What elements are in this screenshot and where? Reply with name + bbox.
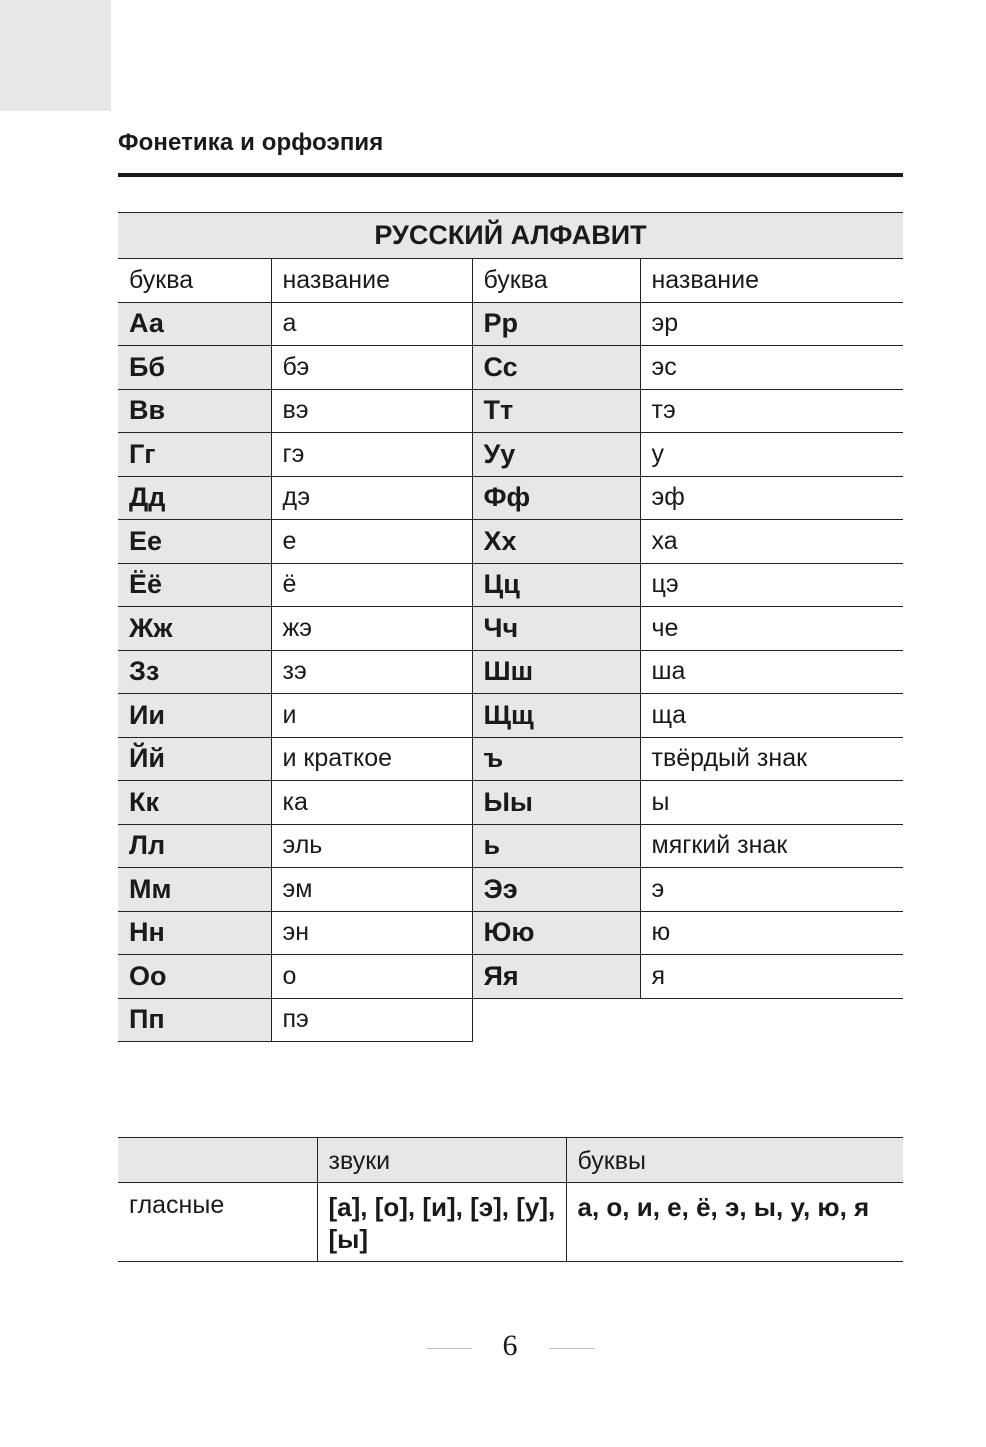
letter-name-cell: тэ [640, 389, 903, 433]
sounds-table [118, 1137, 903, 1262]
letter-cell: Пп [118, 998, 271, 1042]
letter-cell: Ээ [472, 868, 640, 912]
alphabet-row [118, 520, 903, 564]
alphabet-row [118, 389, 903, 433]
footer-rule-left [427, 1348, 472, 1349]
letter-cell: ъ [472, 737, 640, 781]
alphabet-row [118, 433, 903, 477]
letter-cell: Шш [472, 650, 640, 694]
letter-name-cell: ща [640, 694, 903, 738]
vowel-sounds: [а], [о], [и], [э], [у], [ы] [317, 1183, 566, 1262]
alphabet-rows [118, 302, 903, 1042]
letter-cell: Кк [118, 781, 271, 825]
letter-cell: Вв [118, 389, 271, 433]
empty-cell [640, 998, 903, 1042]
letter-cell: Юю [472, 911, 640, 955]
alphabet-row [118, 824, 903, 868]
letter-name-cell: эн [271, 911, 472, 955]
sounds-row-vowels [118, 1183, 903, 1262]
letter-cell: Уу [472, 433, 640, 477]
alphabet-row [118, 694, 903, 738]
letter-cell: Аа [118, 302, 271, 346]
letter-name-cell: ю [640, 911, 903, 955]
running-head: Фонетика и орфоэпия [118, 129, 384, 156]
letter-cell: Сс [472, 346, 640, 390]
letter-name-cell: и краткое [271, 737, 472, 781]
letter-cell: Цц [472, 563, 640, 607]
alphabet-row [118, 650, 903, 694]
letter-cell: Оо [118, 955, 271, 999]
corner-tab [0, 0, 111, 111]
empty-cell [472, 998, 640, 1042]
alphabet-row [118, 955, 903, 999]
column-header-letter: буква [118, 259, 271, 303]
alphabet-row [118, 911, 903, 955]
letter-name-cell: эм [271, 868, 472, 912]
letter-name-cell: твёрдый знак [640, 737, 903, 781]
letter-name-cell: е [271, 520, 472, 564]
letter-cell: Бб [118, 346, 271, 390]
letter-name-cell: ы [640, 781, 903, 825]
letter-cell: Ии [118, 694, 271, 738]
letter-name-cell: ха [640, 520, 903, 564]
sounds-header-row [118, 1138, 903, 1183]
letter-name-cell: жэ [271, 607, 472, 651]
header-rule [118, 173, 903, 177]
letter-name-cell: мягкий знак [640, 824, 903, 868]
column-header-letter: буква [472, 259, 640, 303]
alphabet-table [118, 212, 903, 1042]
alphabet-column-headers [118, 259, 903, 303]
letter-cell: Ыы [472, 781, 640, 825]
alphabet-row [118, 476, 903, 520]
letter-name-cell: бэ [271, 346, 472, 390]
letter-name-cell: эф [640, 476, 903, 520]
letter-name-cell: вэ [271, 389, 472, 433]
page-number: 6 [502, 1329, 518, 1362]
alphabet-title-row [118, 213, 903, 259]
letter-name-cell: эр [640, 302, 903, 346]
letter-name-cell: гэ [271, 433, 472, 477]
vowels-label: гласные [118, 1183, 317, 1262]
letter-name-cell: ка [271, 781, 472, 825]
vowel-letters: а, о, и, е, ё, э, ы, у, ю, я [566, 1183, 903, 1262]
alphabet-row [118, 737, 903, 781]
letter-cell: Ее [118, 520, 271, 564]
letter-cell: Ёё [118, 563, 271, 607]
sounds-header-sounds: звуки [317, 1138, 566, 1183]
letter-name-cell: у [640, 433, 903, 477]
letter-cell: Рр [472, 302, 640, 346]
letter-name-cell: а [271, 302, 472, 346]
sounds-header-empty [118, 1138, 317, 1183]
column-header-name: название [640, 259, 903, 303]
alphabet-row [118, 868, 903, 912]
letter-cell: Тт [472, 389, 640, 433]
letter-cell: Йй [118, 737, 271, 781]
letter-name-cell: э [640, 868, 903, 912]
letter-name-cell: и [271, 694, 472, 738]
letter-name-cell: эс [640, 346, 903, 390]
letter-name-cell: пэ [271, 998, 472, 1042]
letter-name-cell: я [640, 955, 903, 999]
footer-rule-right [550, 1348, 595, 1349]
alphabet-row [118, 346, 903, 390]
alphabet-row [118, 302, 903, 346]
letter-cell: ь [472, 824, 640, 868]
letter-name-cell: че [640, 607, 903, 651]
column-header-name: название [271, 259, 472, 303]
letter-cell: Жж [118, 607, 271, 651]
letter-name-cell: цэ [640, 563, 903, 607]
letter-cell: Яя [472, 955, 640, 999]
letter-name-cell: о [271, 955, 472, 999]
letter-name-cell: ша [640, 650, 903, 694]
alphabet-title: РУССКИЙ АЛФАВИТ [118, 213, 903, 259]
letter-cell: Фф [472, 476, 640, 520]
letter-cell: Чч [472, 607, 640, 651]
letter-name-cell: ё [271, 563, 472, 607]
alphabet-row [118, 563, 903, 607]
letter-cell: Нн [118, 911, 271, 955]
letter-name-cell: дэ [271, 476, 472, 520]
page-footer [0, 1325, 986, 1369]
letter-cell: Гг [118, 433, 271, 477]
letter-cell: Хх [472, 520, 640, 564]
alphabet-row [118, 607, 903, 651]
sounds-header-letters: буквы [566, 1138, 903, 1183]
alphabet-row [118, 781, 903, 825]
letter-cell: Дд [118, 476, 271, 520]
letter-name-cell: эль [271, 824, 472, 868]
alphabet-row [118, 998, 903, 1042]
letter-cell: Лл [118, 824, 271, 868]
letter-name-cell: зэ [271, 650, 472, 694]
letter-cell: Мм [118, 868, 271, 912]
letter-cell: Зз [118, 650, 271, 694]
letter-cell: Щщ [472, 694, 640, 738]
